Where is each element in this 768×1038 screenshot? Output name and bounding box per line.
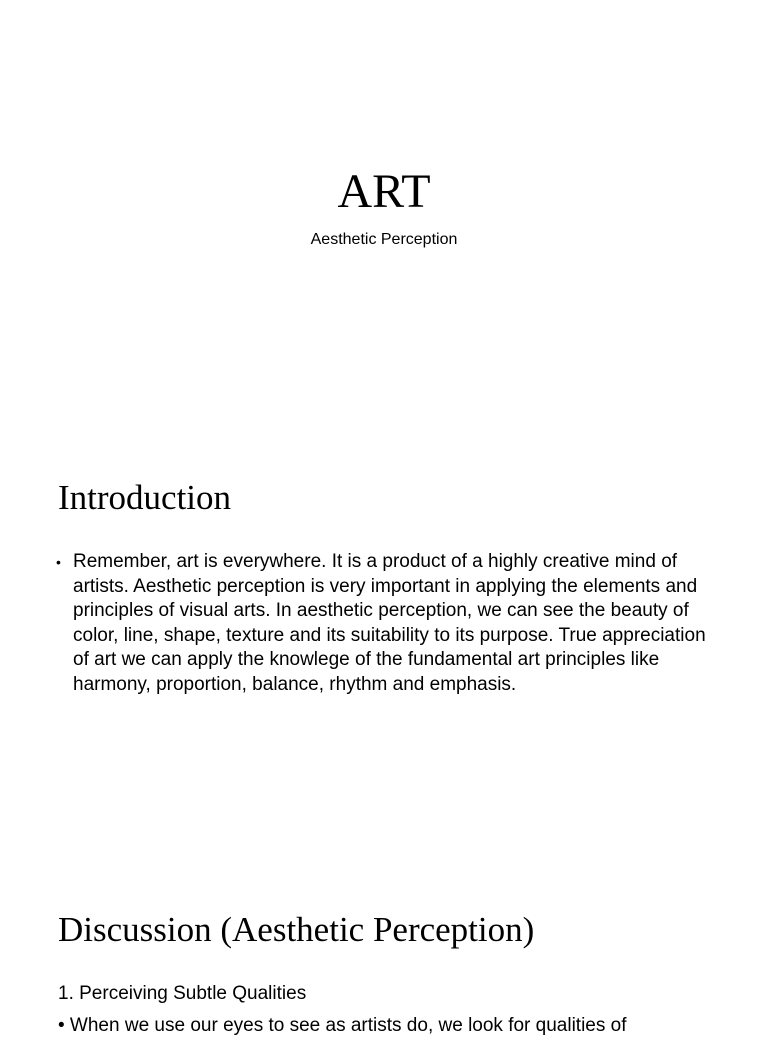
bullet-list	[56, 550, 716, 697]
slide-heading: Discussion (Aesthetic Perception)	[58, 910, 535, 949]
partial-bullet-text: • When we use our eyes to see as artists do, we look for qualities of	[58, 1015, 627, 1036]
presentation-title: ART	[337, 165, 431, 218]
bullet-marker: •	[56, 554, 61, 570]
slide-heading: Introduction	[58, 478, 232, 517]
presentation-subtitle: Aesthetic Perception	[310, 231, 458, 248]
bullet-item	[56, 550, 716, 697]
introduction-slide	[0, 432, 768, 864]
title-slide	[0, 0, 768, 432]
bullet-text: Remember, art is everywhere. It is a product of a highly creative mind of artists. Aesthetic perception is very important in applying the elements and principles of visual arts. In aesthetic perception, we can see the beauty of color, line, shape, texture and its suitability to its purpose. True appreciation of art we can apply the knowlege of the fundamental art principles like harmony, proportion, balance, rhythm and emphasis.	[73, 551, 706, 695]
discussion-slide	[0, 864, 768, 1036]
numbered-item: 1. Perceiving Subtle Qualities	[58, 983, 307, 1004]
